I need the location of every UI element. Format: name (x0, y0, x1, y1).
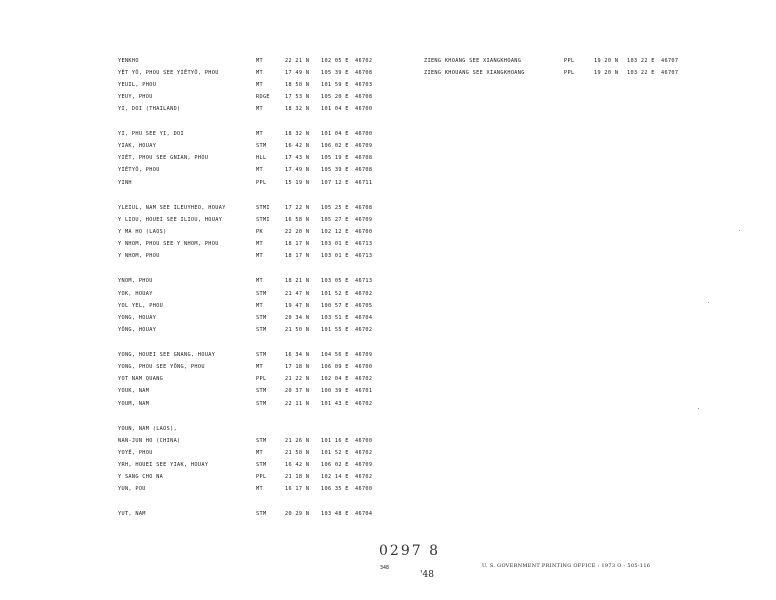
latitude: 18 17 N (285, 241, 310, 247)
longitude: 105 25 E (321, 205, 349, 211)
map-sheet: 46702 (355, 401, 373, 407)
latitude: 16 42 N (285, 462, 310, 468)
latitude: 16 34 N (285, 352, 310, 358)
longitude: 106 02 E (321, 143, 349, 149)
latitude: 17 43 N (285, 155, 310, 161)
place-name: ZIENG KHOUANG SEE XIANGKHOANG (424, 70, 525, 76)
place-name: YONG, HOUEI SEE GNANG, HOUAY (118, 352, 216, 358)
place-name: YÊT YÔ, PHOU SEE YIÊTYÔ, PHOU (118, 70, 219, 76)
map-sheet: 46703 (355, 82, 373, 88)
feature-code: STM (256, 511, 267, 517)
longitude: 107 12 E (321, 180, 349, 186)
place-name: YÔNG, HOUAY (118, 327, 157, 333)
latitude: 21 50 N (285, 450, 310, 456)
map-sheet: 46702 (355, 58, 373, 64)
place-name: YIAK, HOUAY (118, 143, 157, 149)
feature-code: PPL (256, 474, 267, 480)
latitude: 17 49 N (285, 70, 310, 76)
speck (739, 230, 740, 231)
map-sheet: 46700 (355, 131, 373, 137)
longitude: 105 27 E (321, 217, 349, 223)
place-name: YOUN, NAM (LAOS), (118, 426, 178, 432)
latitude: 16 58 N (285, 217, 310, 223)
place-name: YI, DOI (THAILAND) (118, 106, 181, 112)
map-sheet: 46708 (355, 205, 373, 211)
place-name: Y NHOM, PHOU (118, 253, 160, 259)
feature-code: MT (256, 58, 263, 64)
longitude: 104 56 E (321, 352, 349, 358)
map-sheet: 46704 (355, 511, 373, 517)
latitude: 21 26 N (285, 438, 310, 444)
place-name: YENKHO (118, 58, 139, 64)
feature-code: HLL (256, 155, 267, 161)
feature-code: MT (256, 131, 263, 137)
feature-code: MT (256, 450, 263, 456)
latitude: 17 49 N (285, 167, 310, 173)
map-sheet: 46709 (355, 462, 373, 468)
map-sheet: 46701 (355, 388, 373, 394)
map-sheet: 46705 (355, 303, 373, 309)
feature-code: PPL (256, 376, 267, 382)
place-name: YIÊT, PHOU SEE GNIAN, PHOU (118, 155, 209, 161)
feature-code: STM (256, 462, 267, 468)
place-name: YUT, NAM (118, 511, 146, 517)
place-name: YRH, HOUEI SEE YIAK, HOUAY (118, 462, 209, 468)
longitude: 100 57 E (321, 303, 349, 309)
latitude: 21 22 N (285, 376, 310, 382)
place-name: YIÊTYÔ, PHOU (118, 167, 160, 173)
place-name: Y SANG CHO NA (118, 474, 164, 480)
map-sheet: 46702 (355, 291, 373, 297)
place-name: YOYÊ, PHOU (118, 450, 153, 456)
longitude: 101 59 E (321, 82, 349, 88)
longitude: 103 48 E (321, 511, 349, 517)
map-sheet: 46709 (355, 217, 373, 223)
place-name: YOT NAM QUANG (118, 376, 164, 382)
map-sheet: 46708 (355, 167, 373, 173)
longitude: 102 12 E (321, 229, 349, 235)
longitude: 101 52 E (321, 291, 349, 297)
feature-code: MT (256, 167, 263, 173)
feature-code: MT (256, 278, 263, 284)
map-sheet: 46708 (355, 94, 373, 100)
feature-code: STM (256, 401, 267, 407)
place-name: ZIENG KHOANG SEE XIANGKHOANG (424, 58, 522, 64)
longitude: 105 20 E (321, 94, 349, 100)
map-sheet: 46713 (355, 241, 373, 247)
latitude: 17 18 N (285, 364, 310, 370)
map-sheet: 46702 (355, 474, 373, 480)
latitude: 18 50 N (285, 82, 310, 88)
place-name: YONG, PHOU SEE YÔNG, PHOU (118, 364, 205, 370)
longitude: 101 04 E (321, 131, 349, 137)
longitude: 101 04 E (321, 106, 349, 112)
map-sheet: 46702 (355, 376, 373, 382)
latitude: 15 19 N (285, 180, 310, 186)
feature-code: MT (256, 364, 263, 370)
feature-code: MT (256, 106, 263, 112)
longitude: 106 35 E (321, 486, 349, 492)
feature-code: STM (256, 327, 267, 333)
longitude: 101 16 E (321, 438, 349, 444)
longitude: 102 04 E (321, 376, 349, 382)
feature-code: MT (256, 486, 263, 492)
place-name: YUN, POU (118, 486, 146, 492)
map-sheet: 46700 (355, 364, 373, 370)
latitude: 22 11 N (285, 401, 310, 407)
latitude: 22 20 N (285, 229, 310, 235)
feature-code: PPL (256, 180, 267, 186)
longitude: 101 52 E (321, 450, 349, 456)
longitude: 106 09 E (321, 364, 349, 370)
map-sheet: 46707 (661, 70, 679, 76)
longitude: 103 51 E (321, 315, 349, 321)
map-sheet: 46700 (355, 106, 373, 112)
place-name: YONG, HOUAY (118, 315, 157, 321)
printing-office-line: U. S. GOVERNMENT PRINTING OFFICE : 1973 O - 505-116 (482, 563, 651, 569)
map-sheet: 46704 (355, 315, 373, 321)
feature-code: STM (256, 352, 267, 358)
latitude: 20 29 N (285, 511, 310, 517)
feature-code: MT (256, 303, 263, 309)
map-sheet: 46700 (355, 438, 373, 444)
place-name: Y LIOU, HOUEI SEE ILIOU, HOUAY (118, 217, 223, 223)
feature-code: MT (256, 70, 263, 76)
latitude: 19 47 N (285, 303, 310, 309)
latitude: 22 21 N (285, 58, 310, 64)
page-number: 348 (380, 565, 390, 571)
longitude: 106 02 E (321, 462, 349, 468)
longitude: 102 05 E (321, 58, 349, 64)
longitude: 105 19 E (321, 155, 349, 161)
feature-code: RDGE (256, 94, 270, 100)
speck (708, 302, 709, 303)
place-name: YEUIL, PHOU (118, 82, 157, 88)
longitude: 100 39 E (321, 388, 349, 394)
longitude: 103 22 E (627, 58, 655, 64)
feature-code: STMI (256, 217, 270, 223)
feature-code: PK (256, 229, 263, 235)
feature-code: MT (256, 253, 263, 259)
place-name: NAN-JUN HO (CHINA) (118, 438, 181, 444)
map-sheet: 46711 (355, 180, 373, 186)
place-name: YI, PHU SEE YI, DOI (118, 131, 184, 137)
latitude: 20 34 N (285, 315, 310, 321)
latitude: 21 47 N (285, 291, 310, 297)
latitude: 18 21 N (285, 278, 310, 284)
longitude: 105 39 E (321, 70, 349, 76)
feature-code: STM (256, 291, 267, 297)
handwritten-mark: '48 (420, 570, 434, 580)
feature-code: STMI (256, 205, 270, 211)
feature-code: MT (256, 82, 263, 88)
feature-code: STM (256, 315, 267, 321)
map-sheet: 46707 (661, 58, 679, 64)
map-sheet: 46702 (355, 450, 373, 456)
latitude: 18 32 N (285, 106, 310, 112)
speck (698, 408, 699, 409)
place-name: YOUM, NAM (118, 401, 150, 407)
map-sheet: 46708 (355, 155, 373, 161)
longitude: 103 05 E (321, 278, 349, 284)
feature-code: PPL (564, 70, 575, 76)
map-sheet: 46713 (355, 278, 373, 284)
map-sheet: 46709 (355, 143, 373, 149)
longitude: 102 14 E (321, 474, 349, 480)
place-name: YOL YEL, PHOU (118, 303, 164, 309)
place-name: YLEIUL, NAM SEE ILEUYHEO, HOUAY (118, 205, 226, 211)
document-stamp-number: 0297 8 (379, 543, 440, 559)
latitude: 21 18 N (285, 474, 310, 480)
map-sheet: 46708 (355, 70, 373, 76)
latitude: 20 37 N (285, 388, 310, 394)
place-name: YOK, HOUAY (118, 291, 153, 297)
latitude: 21 50 N (285, 327, 310, 333)
feature-code: STM (256, 388, 267, 394)
latitude: 18 17 N (285, 253, 310, 259)
latitude: 17 22 N (285, 205, 310, 211)
longitude: 103 01 E (321, 253, 349, 259)
place-name: Y NHOM, PHOU SEE Y NHOM, PHOU (118, 241, 219, 247)
place-name: YOUK, NAM (118, 388, 150, 394)
feature-code: STM (256, 143, 267, 149)
latitude: 19 20 N (594, 58, 619, 64)
longitude: 101 43 E (321, 401, 349, 407)
latitude: 16 42 N (285, 143, 310, 149)
place-name: YNOM, PHOU (118, 278, 153, 284)
map-sheet: 46702 (355, 327, 373, 333)
latitude: 16 17 N (285, 486, 310, 492)
latitude: 18 32 N (285, 131, 310, 137)
map-sheet: 46713 (355, 253, 373, 259)
feature-code: PPL (564, 58, 575, 64)
place-name: YINH (118, 180, 132, 186)
map-sheet: 46700 (355, 229, 373, 235)
place-name: Y MA HO (LAOS) (118, 229, 167, 235)
latitude: 17 53 N (285, 94, 310, 100)
latitude: 19 20 N (594, 70, 619, 76)
place-name: YEUY, PHOU (118, 94, 153, 100)
longitude: 105 39 E (321, 167, 349, 173)
map-sheet: 46700 (355, 486, 373, 492)
feature-code: STM (256, 438, 267, 444)
longitude: 101 55 E (321, 327, 349, 333)
longitude: 103 01 E (321, 241, 349, 247)
map-sheet: 46709 (355, 352, 373, 358)
feature-code: MT (256, 241, 263, 247)
longitude: 103 22 E (627, 70, 655, 76)
